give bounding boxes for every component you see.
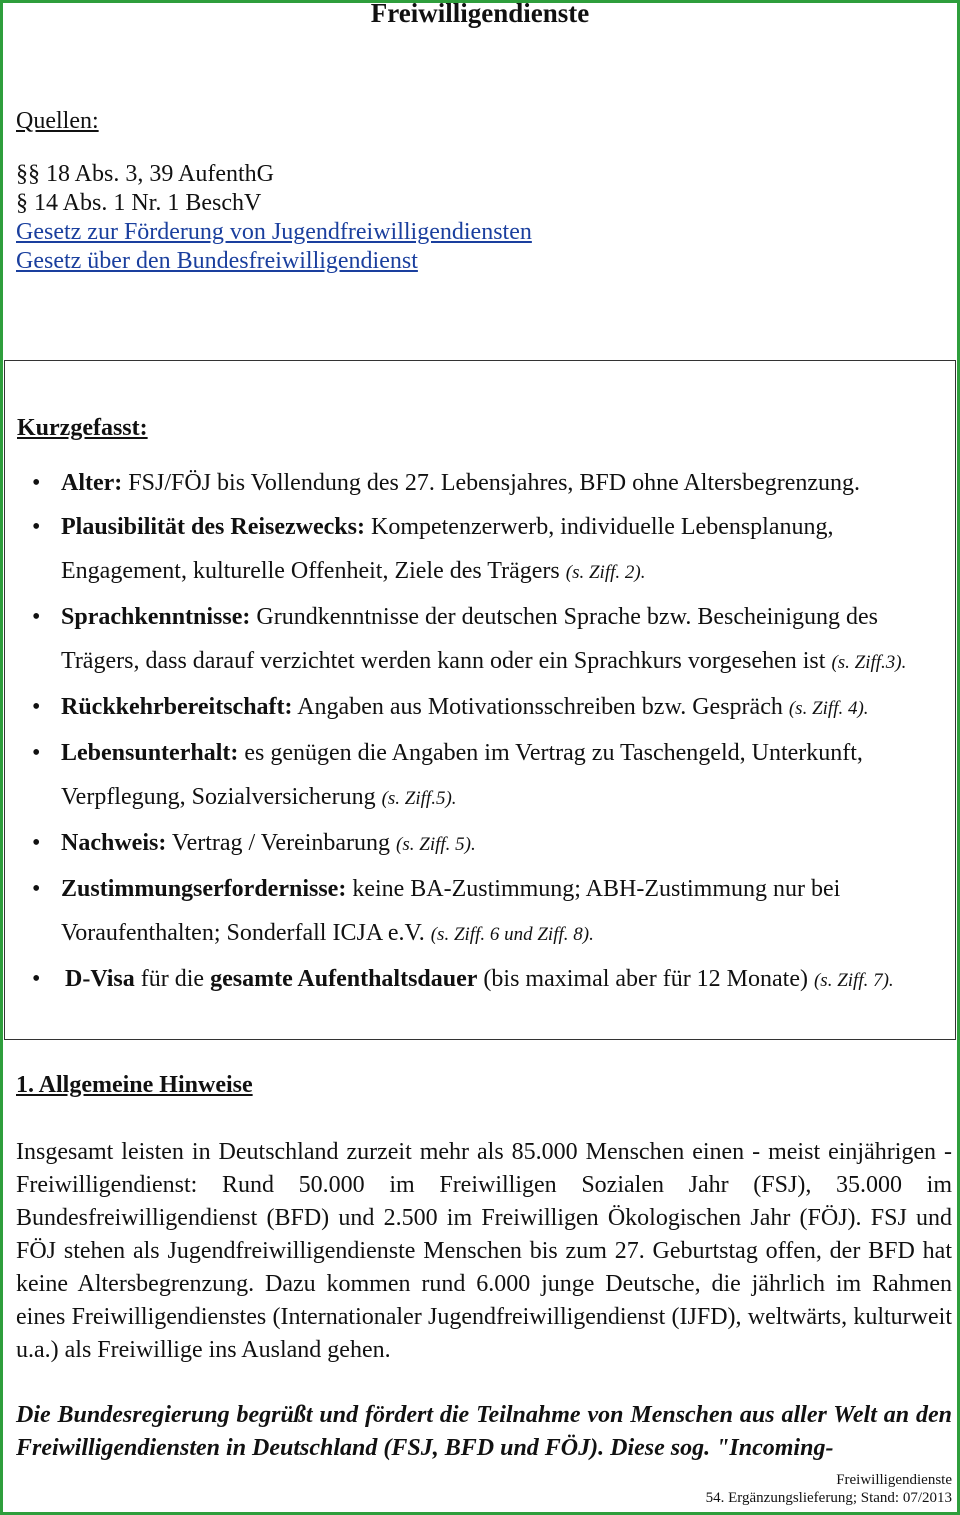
section-paragraph: Insgesamt leisten in Deutschland zurzeit mehr als 85.000 Menschen einen - meist einjährigen - Freiwilligendienst: Rund 50.000 im Freiwilligen Sozialen Jahr (FSJ), 35.000 im Bundesfreiwilligendienst (BFD) und 2.500 im Freiwilligen Ökologischen Jahr (FÖJ). FSJ und FÖJ stehen als Jugendfreiwilligendienste Menschen bis zum 27. Geburtstag offen, der BFD hat keine Altersbegrenzung. Dazu kommen rund 6.000 junge Deutsche, die jährlich im Rahmen eines Freiwilligendienstes (Internationaler Jugendfreiwilligendienst (IJFD), weltwärts, kulturweit u.a.) als Freiwillige ins Ausland gehen.: [16, 1139, 952, 1363]
sources-heading: Quellen:: [16, 108, 99, 134]
list-item: [17, 595, 947, 685]
item-label: Plausibilität des Reisezwecks:: [61, 514, 365, 540]
bullet-icon: •: [32, 514, 41, 540]
bullet-icon: •: [32, 740, 41, 766]
summary-heading: Kurzgefasst:: [17, 415, 148, 441]
summary-box: [4, 360, 956, 1040]
item-text: Kompetenzerwerb, individuelle Lebensplanung, Engagement, kulturelle Offenheit, Ziele des Trägers: [61, 514, 834, 584]
section-heading: 1. Allgemeine Hinweise: [16, 1072, 253, 1098]
list-item: [17, 685, 947, 731]
item-label: gesamte Aufenthaltsdauer: [210, 966, 478, 992]
item-reference: (s. Ziff. 2).: [565, 562, 646, 583]
item-text: (bis maximal aber für 12 Monate): [477, 966, 814, 992]
bullet-icon: •: [32, 830, 41, 856]
list-item: [17, 731, 947, 821]
bullet-icon: •: [32, 876, 41, 902]
bullet-icon: •: [32, 604, 41, 630]
item-label: Alter:: [61, 470, 123, 496]
item-reference: (s. Ziff. 4).: [788, 698, 869, 719]
footer-title: Freiwilligendienste: [836, 1472, 952, 1488]
bullet-icon: •: [32, 966, 41, 992]
item-reference: (s. Ziff. 7).: [813, 970, 894, 991]
item-text: es genügen die Angaben im Vertrag zu Taschengeld, Unterkunft, Verpflegung, Sozialversicherung: [61, 740, 863, 810]
source-beschv: § 14 Abs. 1 Nr. 1 BeschV: [16, 190, 262, 216]
list-item: [17, 821, 947, 867]
document-title: Freiwilligendienste: [370, 0, 590, 28]
item-text: für die: [134, 966, 211, 992]
item-label: Lebensunterhalt:: [61, 740, 239, 766]
item-text: keine BA-Zustimmung; ABH-Zustimmung nur bei Voraufenthalten; Sonderfall ICJA e.V.: [61, 876, 841, 946]
list-item: [17, 957, 947, 1003]
item-label: Nachweis:: [61, 830, 167, 856]
summary-list: [17, 461, 947, 1003]
section-italic-paragraph: Die Bundesregierung begrüßt und fördert die Teilnahme von Menschen aus aller Welt an den Freiwilligendiensten in Deutschland (FSJ, BFD und FÖJ). Diese sog. "Incoming-: [16, 1402, 952, 1461]
item-text: FSJ/FÖJ bis Vollendung des 27. Lebensjahres, BFD ohne Altersbegrenzung.: [122, 470, 861, 496]
item-text: Angaben aus Motivationsschreiben bzw. Gespräch: [292, 694, 789, 720]
footer-edition: 54. Ergänzungslieferung; Stand: 07/2013: [705, 1490, 952, 1506]
bullet-icon: •: [32, 694, 41, 720]
item-reference: (s. Ziff. 5).: [396, 834, 476, 855]
bullet-icon: •: [32, 470, 41, 496]
page-footer: [706, 1471, 952, 1507]
item-text: Vertrag / Vereinbarung: [166, 830, 397, 856]
item-label: Rückkehrbereitschaft:: [61, 694, 293, 720]
item-reference: (s. Ziff.3).: [831, 652, 907, 673]
item-reference: (s. Ziff.5).: [381, 788, 457, 809]
source-aufenthg: §§ 18 Abs. 3, 39 AufenthG: [16, 161, 274, 187]
item-label: Sprachkenntnisse:: [61, 604, 251, 630]
list-item: [17, 461, 947, 505]
item-label: Zustimmungserfordernisse:: [61, 876, 347, 902]
item-label: D-Visa: [65, 966, 135, 992]
sources-list: [16, 160, 532, 276]
list-item: [17, 505, 947, 595]
link-bundesfreiwilligendienst[interactable]: Gesetz über den Bundesfreiwilligendienst: [16, 248, 418, 274]
list-item: [17, 867, 947, 957]
item-reference: (s. Ziff. 6 und Ziff. 8).: [430, 924, 594, 945]
item-text: Grundkenntnisse der deutschen Sprache bzw. Bescheinigung des Trägers, dass darauf verzichtet werden kann oder ein Sprachkurs vorgesehen ist: [61, 604, 878, 674]
link-jugendfreiwilligendienste[interactable]: Gesetz zur Förderung von Jugendfreiwilligendiensten: [16, 219, 532, 245]
